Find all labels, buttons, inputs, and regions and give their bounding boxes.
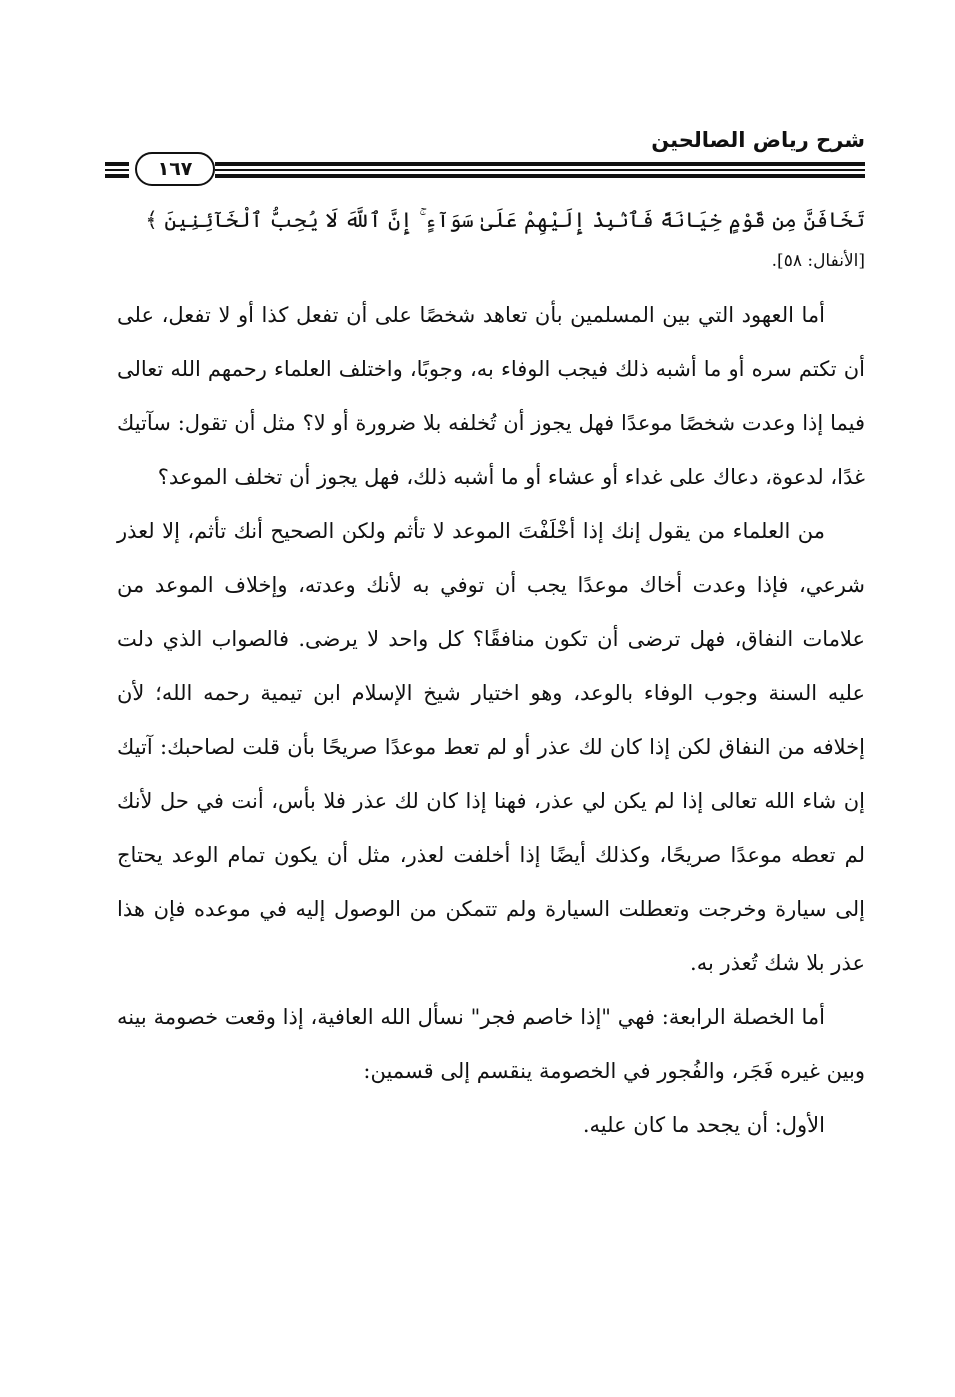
header-rule	[215, 162, 865, 166]
header-rule	[215, 174, 865, 178]
paragraph: من العلماء من يقول إنك إذا أخْلَفْتَ الموعد لا تأثم ولكن الصحيح أنك تأثم، إلا لعذر شرعي، فإذا وعدت أخاك موعدًا يجب أن توفي به لأنك وعدته، وإخلاف الموعد من علامات النفاق، فهل ترضى أن تكون منافقًا؟ كل واحد لا يرضى. فالصواب الذي دلت عليه السنة وجوب الوفاء بالوعد، وهو اختيار شيخ الإسلام ابن تيمية رحمه الله؛ لأن إخلافه من النفاق لكن إذا كان لك عذر أو لم تعط موعدًا صريحًا بأن قلت لصاحبك: آتيك إن شاء الله تعالى إذا لم يكن لي عذر، فهنا إذا كان لك عذر فلا بأس، أنت في حل لأنك لم تعطه موعدًا صريحًا، وكذلك أيضًا إذا أخلفت لعذر، مثل أن يكون تمام الوعد يحتاج إلى سيارة وخرجت وتعطلت السيارة ولم تتمكن من الوصول إليه في موعده فإن هذا عذر بلا شك تُعذر به.	[117, 519, 866, 975]
page-header	[105, 128, 865, 188]
header-dash	[105, 162, 129, 166]
header-rule	[215, 169, 865, 171]
header-dash	[105, 174, 129, 178]
paragraph: الأول: أن يجحد ما كان عليه.	[582, 1113, 825, 1137]
quran-verse: تَخَافَنَّ مِن قَوْمٍ خِيَانَةً فَٱنۢبِذْ إِلَيْهِمْ عَلَىٰ سَوَآءٍ ۚ إِنَّ ٱللَّهَ لَا يُحِبُّ ٱلْخَآئِنِينَ ﴾	[145, 208, 865, 232]
book-title: شرح رياض الصالحين	[651, 128, 865, 152]
paragraph: أما العهود التي بين المسلمين بأن تعاهد شخصًا على أن تفعل كذا أو لا تفعل، على أن تكتم سره أو ما أشبه ذلك فيجب الوفاء به، وجوبًا، واختلف العلماء رحمهم الله تعالى فيما إذا وعدت شخصًا موعدًا فهل يجوز أن تُخلفه بلا ضرورة أو لا؟ مثل أن تقول: سآتيك غدًا، لدعوة، دعاك على غداء أو عشاء أو ما أشبه ذلك، فهل يجوز أن تخلف الموعد؟	[117, 303, 865, 489]
page-number: ١٦٧	[135, 152, 215, 186]
header-dash	[105, 169, 129, 171]
paragraph: أما الخصلة الرابعة: فهي "إذا خاصم فجر" نسأل الله العافية، إذا وقعت خصومة بينه وبين غيره فَجَر، والفُجور في الخصومة ينقسم إلى قسمين:	[117, 1005, 865, 1083]
verse-reference: [الأنفال: ٥٨].	[771, 251, 865, 271]
page-body	[117, 198, 865, 1152]
